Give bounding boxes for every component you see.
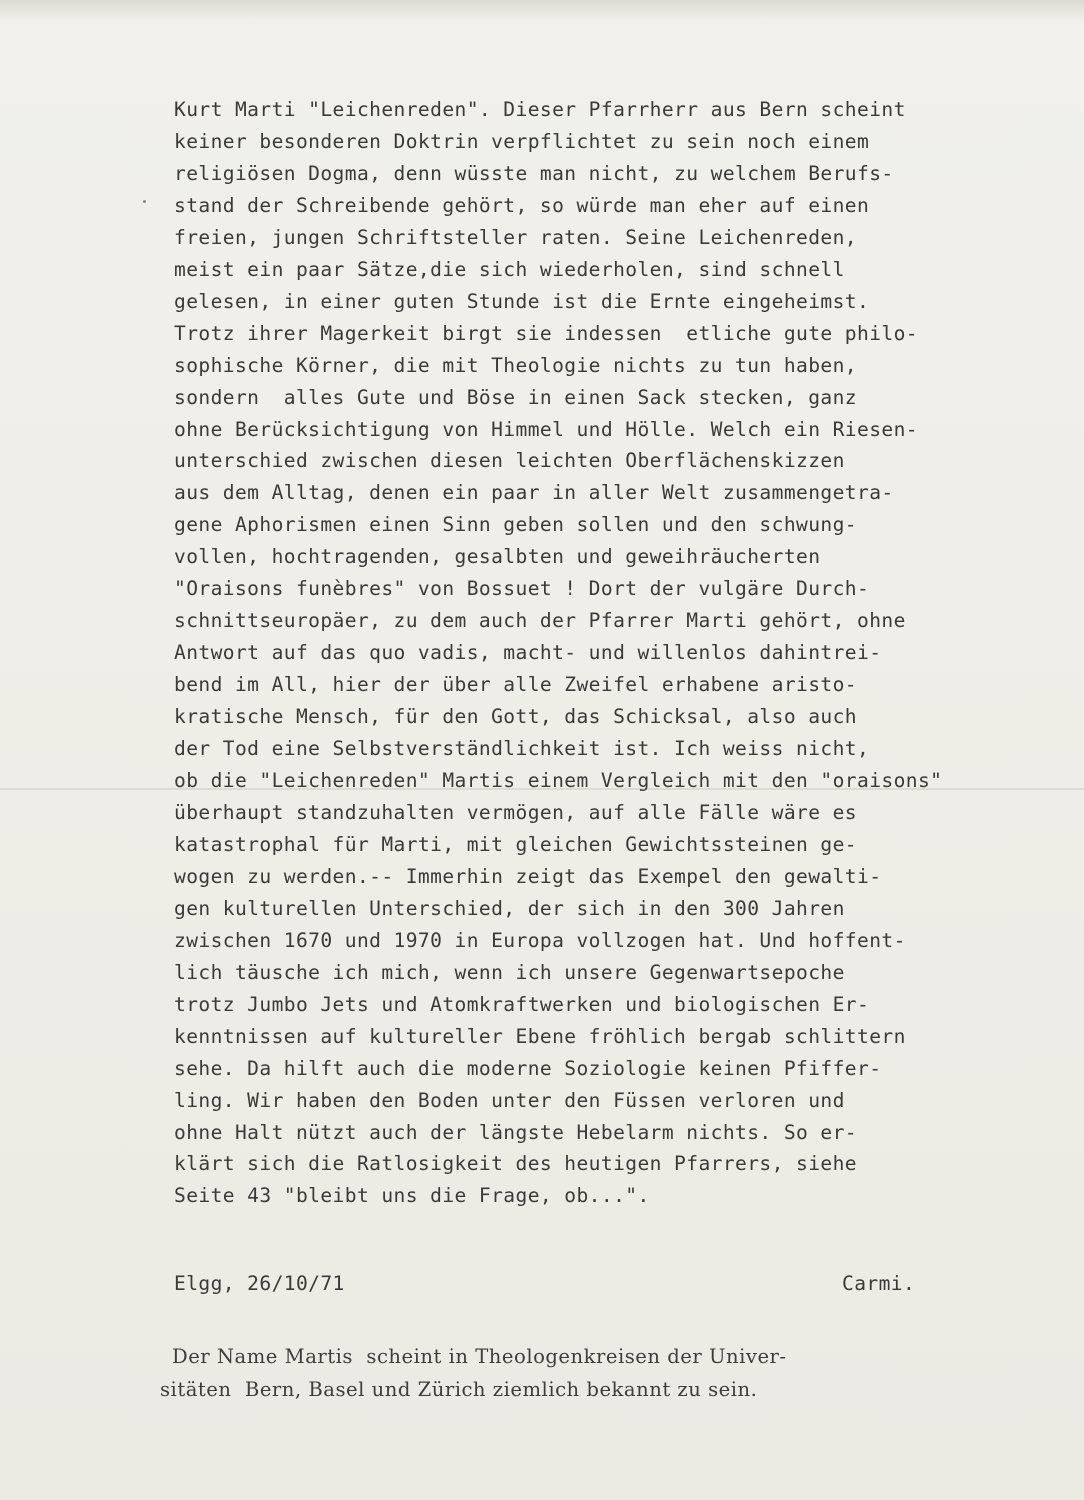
letter-line: Antwort auf das quo vadis, macht- und willenlos dahintrei- [174,641,882,665]
postscript-line: sitäten Bern, Basel und Zürich ziemlich bekannt zu sein. [160,1378,758,1401]
letter-line: ohne Halt nützt auch der längste Hebelarm nichts. So er- [174,1120,857,1144]
letter-line: ohne Berücksichtigung von Himmel und Hölle. Welch ein Riesen- [174,417,918,441]
signature: Carmi. [842,1272,916,1295]
letter-line: unterschied zwischen diesen leichten Oberflächenskizzen [174,449,845,473]
place-and-date: Elgg, 26/10/71 [174,1272,345,1295]
letter-line: keiner besonderen Doktrin verpflichtet zu sein noch einem [174,129,870,153]
letter-line: Trotz ihrer Magerkeit birgt sie indessen etliche gute philo- [174,321,918,345]
letter-line: gelesen, in einer guten Stunde ist die Ernte eingeheimst. [174,289,870,313]
letter-line: Kurt Marti "Leichenreden". Dieser Pfarrherr aus Bern scheint [174,98,906,121]
letter-line: katastrophal für Marti, mit gleichen Gewichtssteinen ge- [174,832,857,856]
paper-top-edge [0,0,1084,22]
letter-line: stand der Schreibende gehört, so würde man eher auf einen [174,193,870,217]
letter-line: überhaupt standzuhalten vermögen, auf alle Fälle wäre es [174,800,857,824]
letter-line: zwischen 1670 und 1970 in Europa vollzogen hat. Und hoffent- [174,928,906,952]
letter-line: gene Aphorismen einen Sinn geben sollen und den schwung- [174,513,857,537]
letter-line: sondern alles Gute und Böse in einen Sack stecken, ganz [174,385,857,409]
letter-line: wogen zu werden.-- Immerhin zeigt das Exempel den gewalti- [174,864,882,888]
letter-line: kratische Mensch, für den Gott, das Schicksal, also auch [174,705,857,729]
letter-line: schnittseuropäer, zu dem auch der Pfarrer Marti gehört, ohne [174,609,906,633]
letter-line: vollen, hochtragenden, gesalbten und geweihräucherten [174,545,821,569]
letter-line: kenntnissen auf kultureller Ebene fröhlich bergab schlittern [174,1024,906,1048]
letter-line: "Oraisons funèbres" von Bossuet ! Dort der vulgäre Durch- [174,577,870,601]
letter-line: gen kulturellen Unterschied, der sich in den 300 Jahren [174,896,845,920]
letter-line: Seite 43 "bleibt uns die Frage, ob...". [174,1184,650,1208]
postscript-line: Der Name Martis scheint in Theologenkreisen der Univer- [172,1345,787,1368]
margin-mark [143,200,146,203]
letter-line: ob die "Leichenreden" Martis einem Vergleich mit den "oraisons" [174,769,943,793]
letter-line: klärt sich die Ratlosigkeit des heutigen Pfarrers, siehe [174,1152,857,1176]
letter-line: freien, jungen Schriftsteller raten. Seine Leichenreden, [174,225,857,249]
letter-line: meist ein paar Sätze,die sich wiederholen, sind schnell [174,257,845,281]
letter-line: trotz Jumbo Jets und Atomkraftwerken und biologischen Er- [174,992,870,1016]
postscript [160,1340,1040,1406]
letter-line: der Tod eine Selbstverständlichkeit ist. Ich weiss nicht, [174,737,870,761]
letter-body [174,94,1034,1212]
letter-line: bend im All, hier der über alle Zweifel erhabene aristo- [174,673,857,697]
letter-line: aus dem Alltag, denen ein paar in aller Welt zusammengetra- [174,481,894,505]
letter-line: ling. Wir haben den Boden unter den Füssen verloren und [174,1088,845,1112]
letter-line: sophische Körner, die mit Theologie nichts zu tun haben, [174,353,857,377]
letter-line: sehe. Da hilft auch die moderne Soziologie keinen Pfiffer- [174,1056,882,1080]
letter-line: religiösen Dogma, denn wüsste man nicht, zu welchem Berufs- [174,161,894,185]
letter-line: lich täusche ich mich, wenn ich unsere Gegenwartsepoche [174,960,845,984]
